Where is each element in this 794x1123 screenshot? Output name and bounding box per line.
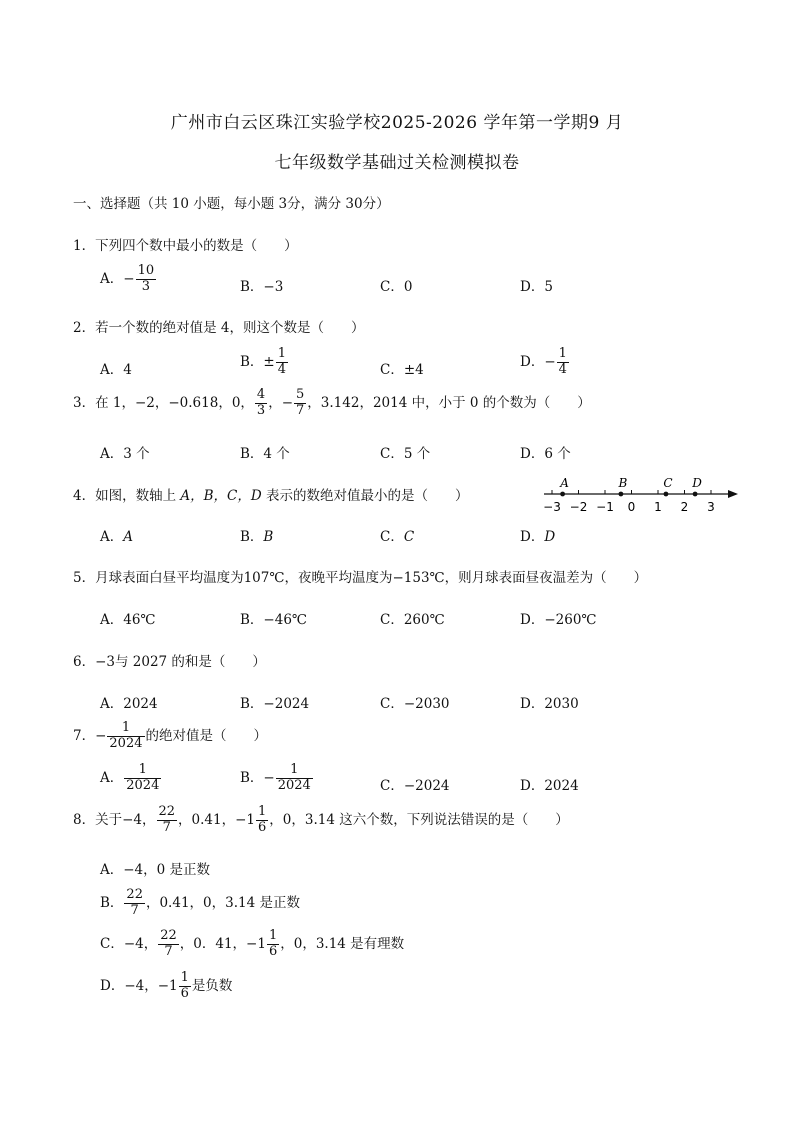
- number-line-svg: [540, 474, 745, 518]
- q5-option-c: C．260℃: [380, 612, 445, 628]
- q8-option-c: C．−4， $\frac{22}{7}$ ，0．41，−1 $\frac{1}{6}$ ，0，3.14 是有理数: [100, 928, 405, 959]
- question-7-stem: 7．− $\frac{1}{2024}$ 的绝对值是（ ）: [73, 720, 267, 751]
- q3-option-c: C．5 个: [380, 446, 431, 462]
- q4-option-b: B．B: [240, 529, 274, 545]
- number-line-point: [560, 492, 565, 497]
- q7-option-b: B．− $\frac{1}{2024}$: [240, 762, 311, 793]
- number-line-tick-label: −3: [543, 500, 561, 514]
- q3-option-a: A．3 个: [100, 446, 150, 462]
- question-2-stem: 2．若一个数的绝对值是 4，则这个数是（ ）: [73, 320, 365, 336]
- question-5-stem: 5．月球表面白昼平均温度为107℃，夜晚平均温度为−153℃，则月球表面昼夜温差为（ ）: [73, 570, 648, 586]
- number-line-tick-label: −1: [596, 500, 614, 514]
- fraction: $\frac{22}{7}$: [158, 804, 176, 835]
- fraction: $\frac{5}{7}$: [296, 387, 305, 418]
- question-1-stem: 1．下列四个数中最小的数是（ ）: [73, 238, 298, 254]
- q7-option-c: C．−2024: [380, 778, 450, 794]
- q1-option-a: A．− $\frac{10}{3}$: [100, 263, 155, 294]
- question-4-stem: 4．如图，数轴上 A，B，C，D 表示的数绝对值最小的是（ ）: [73, 488, 469, 504]
- q2-option-b: B．± $\frac{1}{4}$: [240, 346, 287, 377]
- question-8-stem: 8．关于−4， $\frac{22}{7}$ ，0.41，−1 $\frac{1}{6}$ ，0，3.14 这六个数，下列说法错误的是（ ）: [73, 804, 569, 835]
- q5-option-a: A．46℃: [100, 612, 156, 628]
- q8-option-b: B． $\frac{22}{7}$ ，0.41，0，3.14 是正数: [100, 887, 300, 918]
- fraction: $\frac{1}{2024}$: [109, 720, 143, 751]
- number-line-tick-label: −2: [569, 500, 588, 514]
- q1-option-b: B．−3: [240, 279, 284, 295]
- q2-option-d: D．− $\frac{1}{4}$: [520, 346, 567, 377]
- number-line-point: [664, 492, 669, 497]
- number-line-point-label: D: [692, 476, 702, 490]
- q5-option-d: D．−260℃: [520, 612, 597, 628]
- q6-option-a: A．2024: [100, 696, 158, 712]
- q2-option-a: A．4: [100, 362, 132, 378]
- fraction: $\frac{1}{6}$: [268, 928, 278, 959]
- fraction: $\frac{1}{2024}$: [277, 762, 311, 793]
- fraction: $\frac{22}{7}$: [160, 928, 177, 959]
- number-line-point-label: C: [663, 476, 673, 490]
- fraction: $\frac{1}{6}$: [180, 970, 189, 1001]
- q4-option-a: A．A: [100, 529, 133, 545]
- section-heading: 一、选择题（共 10 小题，每小题 3分，满分 30分）: [73, 196, 390, 212]
- q3-option-b: B．4 个: [240, 446, 290, 462]
- number-line-tick-label: 1: [654, 500, 662, 514]
- arrow-right-icon: [728, 490, 738, 498]
- number-line-point: [619, 492, 624, 497]
- question-3-stem: 3．在 1，−2，−0.618，0， $\frac{4}{3}$ ，− $\frac{5}{7}$ ，3.142，2014 中，小于 0 的个数为（ ）: [73, 387, 591, 418]
- fraction: $\frac{1}{2024}$: [126, 762, 160, 793]
- q1-option-d: D．5: [520, 279, 553, 295]
- q6-option-b: B．−2024: [240, 696, 310, 712]
- page-title: 广州市白云区珠江实验学校2025-2026 学年第一学期9 月: [170, 113, 624, 133]
- q6-option-c: C．−2030: [380, 696, 450, 712]
- fraction: $\frac{22}{7}$: [126, 887, 143, 918]
- q8-option-d: D．−4，−1 $\frac{1}{6}$ 是负数: [100, 970, 233, 1001]
- q4-option-d: D．D: [520, 529, 556, 545]
- q7-option-a: A． $\frac{1}{2024}$: [100, 762, 160, 793]
- number-line-tick-label: 0: [627, 500, 636, 514]
- question-6-stem: 6．−3与 2027 的和是（ ）: [73, 654, 266, 670]
- fraction: $\frac{1}{4}$: [558, 346, 567, 377]
- number-line-tick-label: 2: [680, 500, 689, 514]
- q5-option-b: B．−46℃: [240, 612, 308, 628]
- q8-option-a: A．−4，0 是正数: [100, 862, 211, 878]
- fraction: $\frac{4}{3}$: [256, 387, 266, 418]
- fraction: $\frac{10}{3}$: [137, 263, 155, 294]
- q4-option-c: C．C: [380, 529, 415, 545]
- page-subtitle: 七年级数学基础过关检测模拟卷: [274, 153, 520, 173]
- number-line-point-label: A: [560, 476, 569, 490]
- fraction: $\frac{1}{6}$: [258, 804, 267, 835]
- q1-option-c: C．0: [380, 279, 413, 295]
- number-line-figure: [540, 474, 745, 518]
- q2-option-c: C．±4: [380, 362, 424, 378]
- number-line-tick-label: 3: [707, 500, 715, 514]
- q7-option-d: D．2024: [520, 778, 579, 794]
- fraction: $\frac{1}{4}$: [277, 346, 287, 377]
- q6-option-d: D．2030: [520, 696, 579, 712]
- number-line-point-label: B: [618, 476, 628, 490]
- q3-option-d: D．6 个: [520, 446, 571, 462]
- number-line-point: [693, 492, 698, 497]
